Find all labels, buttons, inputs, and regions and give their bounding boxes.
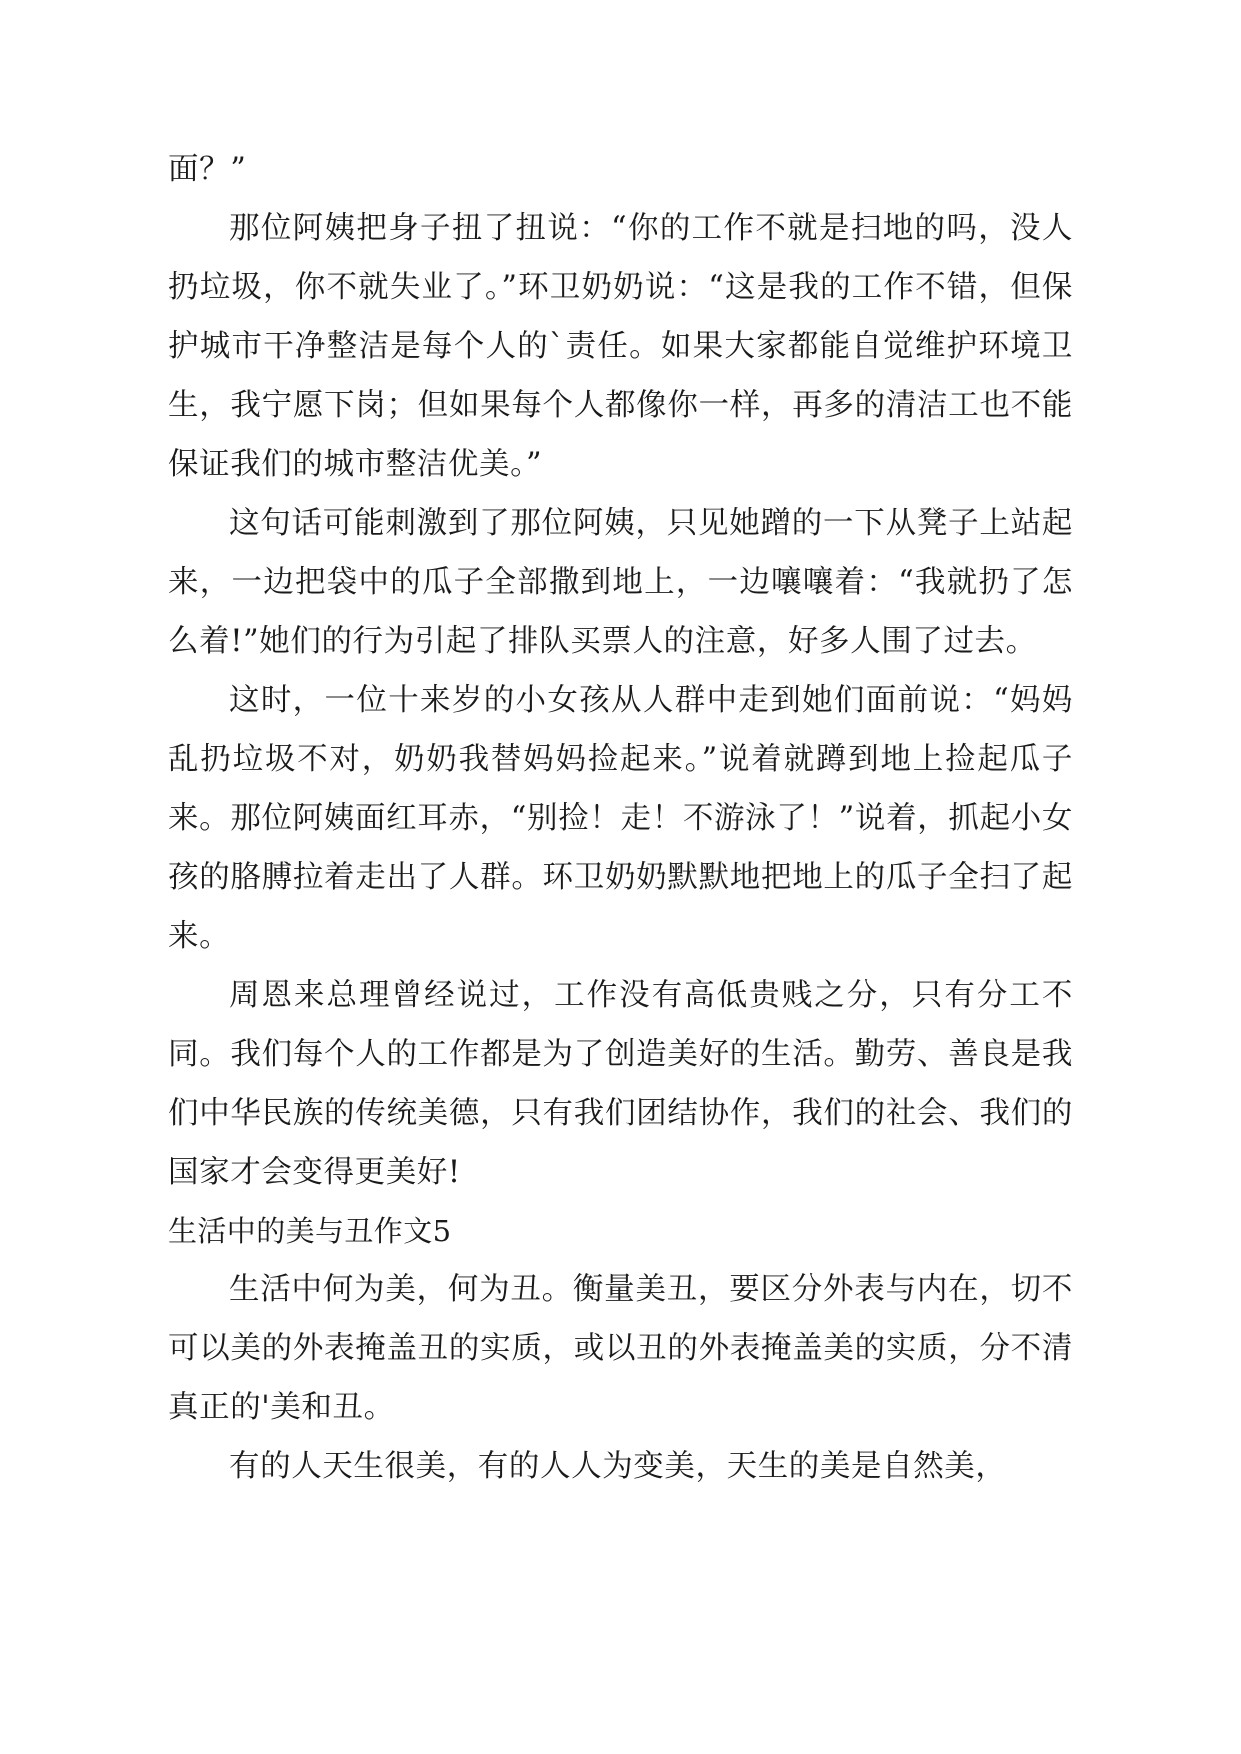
- paragraph: 这时，一位十来岁的小女孩从人群中走到她们面前说：“妈妈乱扔垃圾不对，奶奶我替妈妈捡起来。”说着就蹲到地上捡起瓜子来。那位阿姨面红耳赤，“别捡！走！不游泳了！”说着，抓起小女孩的胳膊拉着走出了人群。环卫奶奶默默地把地上的瓜子全扫了起来。: [168, 683, 1073, 954]
- paragraph: 面？”: [168, 152, 247, 187]
- paragraph: 有的人天生很美，有的人人为变美，天生的美是自然美，: [229, 1449, 1007, 1484]
- paragraph: 周恩来总理曾经说过，工作没有高低贵贱之分，只有分工不同。我们每个人的工作都是为了创造美好的生活。勤劳、善良是我们中华民族的传统美德，只有我们团结协作，我们的社会、我们的国家才会变得更美好!: [168, 978, 1073, 1190]
- paragraph: 这句话可能刺激到了那位阿姨，只见她蹭的一下从凳子上站起来，一边把袋中的瓜子全部撒到地上，一边嚷嚷着：“我就扔了怎么着!”她们的行为引起了排队买票人的注意，好多人围了过去。: [168, 506, 1073, 659]
- section-heading: 生活中的美与丑作文5: [168, 1214, 452, 1248]
- document-body: [168, 140, 1073, 1496]
- paragraph: 那位阿姨把身子扭了扭说：“你的工作不就是扫地的吗，没人扔垃圾，你不就失业了。”环卫奶奶说：“这是我的工作不错，但保护城市干净整洁是每个人的`责任。如果大家都能自觉维护环境卫生，我宁愿下岗；但如果每个人都像你一样，再多的清洁工也不能保证我们的城市整洁优美。”: [168, 211, 1073, 482]
- paragraph: 生活中何为美，何为丑。衡量美丑，要区分外表与内在，切不可以美的外表掩盖丑的实质，或以丑的外表掩盖美的实质，分不清真正的'美和丑。: [168, 1272, 1073, 1425]
